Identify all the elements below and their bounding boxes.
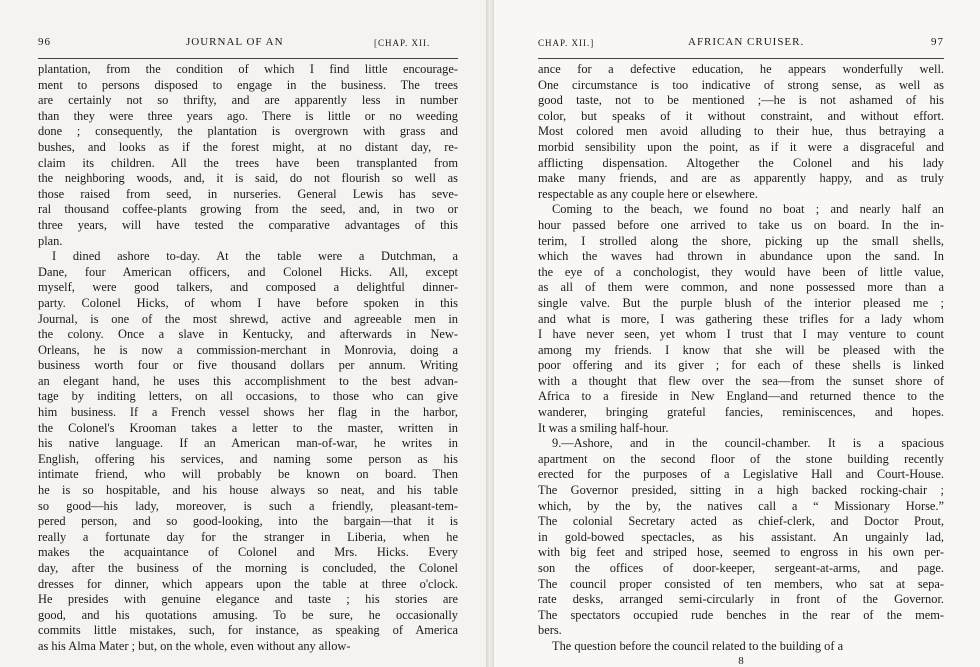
left-chapter-tag: [CHAP. XII. [374, 38, 431, 48]
right-header-rule [538, 58, 944, 59]
text-line: The colonial Secretary acted as chief-clerk, and Doctor Prout, [538, 514, 944, 529]
text-line: Coming to the beach, we found no boat ; and nearly half an [552, 202, 944, 217]
text-line: One circumstance is too indicative of strong sense, as well as [538, 77, 944, 92]
text-line: day, after the business of the morning is concluded, the Colonel [38, 561, 458, 575]
text-line: business worth four or five thousand dollars per annum. Writing [38, 358, 458, 373]
text-line: 9.—Ashore, and in the council-chamber. It is a spacious [552, 436, 944, 451]
text-line: are certainly not so thrifty, and are apparently less in number [38, 93, 458, 108]
text-line: three years, will have tested the comparative advantages of this [38, 217, 458, 232]
text-line: with a thought that flew over the sea—from the sunset shore of [538, 373, 944, 388]
text-line: he is so hospitable, and his house always so neat, and his table [38, 483, 458, 498]
text-line: his native language. If an American man-of-war, he writes in [38, 436, 458, 451]
text-line: with big feet and striped hose, seemed to engross in his own per- [538, 545, 944, 560]
text-line: rate desks, arranged semi-circularly in front of the Governor. [538, 592, 944, 607]
text-line: which, by the by, the natives call a “ Missionary Horse.” [538, 498, 944, 513]
text-line: pered person, and so good-looking, into the bargain—that it is [38, 514, 458, 529]
text-line: really a fortunate day for the stranger in Liberia, when he [38, 529, 458, 544]
left-running-title: JOURNAL OF AN [186, 36, 284, 48]
left-body-text [38, 62, 458, 655]
text-line: hour passed before one arrived to take us on board. In the in- [538, 217, 944, 232]
text-line: intimate friend, who will probably be known on board. Then [38, 467, 458, 482]
text-line: plantation, from the condition of which I find little encourage- [38, 62, 458, 76]
text-line: an elegant hand, he uses this accomplishment to the best advan- [38, 373, 458, 388]
text-line: Africa to a fireside in New England—and returned thence to the [538, 389, 944, 404]
text-line: tage by inditing letters, on all occasions, to those who can give [38, 389, 458, 404]
text-line: The spectators occupied rude benches in the rear of the mem- [538, 607, 944, 622]
right-running-title: AFRICAN CRUISER. [688, 36, 805, 48]
text-line: plan. [38, 233, 63, 248]
text-line: the eye of a conchologist, they would have been of little value, [538, 264, 944, 279]
text-line: ment to persons disposed to engage in the business. The trees [38, 77, 458, 92]
text-line: terim, I strolled along the shore, picking up the small shells, [538, 233, 944, 248]
text-line: I have never seen, yet whom I trust that I may venture to count [538, 327, 944, 342]
text-line: so good—his lady, moreover, is such a friendly, pleasant-tem- [38, 498, 458, 513]
text-line: The council proper consisted of ten members, who sat at sepa- [538, 576, 944, 591]
text-line: wanderer, bringing grateful fancies, reminiscences, and hopes. [538, 405, 944, 420]
text-line: It was a smiling half-hour. [538, 420, 669, 435]
text-line: Journal, is one of the most shrewd, active and agreeable men in [38, 311, 458, 326]
text-line: claim its children. All the trees have been transplanted from [38, 155, 458, 170]
book-gutter [486, 0, 494, 667]
text-line: him business. If a French vessel shows her flag in the harbor, [38, 405, 458, 420]
text-line: Most colored men avoid alluding to their hue, thus betraying a [538, 124, 944, 139]
text-line: done ; consequently, the plantation is overgrown with grass and [38, 124, 458, 139]
text-line: ral thousand coffee-plants growing from the seed, and, in two or [38, 202, 458, 217]
text-line: and what is more, I was gathering these trifles for a lady whom [538, 311, 944, 326]
text-line: as his Alma Mater ; but, on the whole, even without any allow- [38, 638, 351, 653]
left-page [0, 0, 486, 667]
right-page-number: 97 [931, 36, 944, 48]
text-line: I dined ashore to-day. At the table were a Dutchman, a [52, 249, 458, 264]
right-page [494, 0, 980, 667]
text-line: good, and his quotations amusing. To be sure, he occasionally [38, 607, 458, 622]
text-line: party. Colonel Hicks, of whom I have before spoken in this [38, 295, 458, 310]
text-line: respectable as any couple here or elsewhere. [538, 186, 758, 201]
text-line: English, offering his services, and naming some person as his [38, 451, 458, 466]
text-line: single valve. But the purple blush of the interior pleased me ; [538, 295, 944, 310]
text-line: which the waves had thrown in abundance upon the sand. In [538, 249, 944, 264]
text-line: myself, were good talkers, and composed a delightful dinner- [38, 280, 458, 295]
text-line: than they were three years ago. There is little or no weeding [38, 108, 458, 123]
text-line: erected for the purposes of a Legislative Hall and Court-House. [538, 467, 944, 482]
text-line: apartment on the second floor of the stone building recently [538, 451, 944, 466]
text-line: as all of them were common, and none possessed more than a [538, 280, 944, 295]
text-line: ance for a defective education, he appears wonderfully well. [538, 62, 944, 76]
text-line: good taste, not to be mentioned ;—he is not ashamed of his [538, 93, 944, 108]
left-page-number: 96 [38, 36, 51, 48]
text-line: the Colonel's Krooman takes a letter to the master, written in [38, 420, 458, 435]
text-line: those raised from seed, in nurseries. General Lewis has seve- [38, 186, 458, 201]
right-chapter-tag: CHAP. XII.] [538, 38, 595, 48]
text-line: the neighboring woods, and, it is said, do not flourish so well as [38, 171, 458, 186]
text-line: morbid sensibility upon the point, as if it were a disgraceful and [538, 139, 944, 154]
signature-mark: 8 [738, 654, 744, 667]
text-line: bushes, and looks as if the forest might, at no distant day, re- [38, 139, 458, 154]
text-line: color, but speaks of it without constraint, and without effort. [538, 108, 944, 123]
text-line: makes the acquaintance of Colonel and Mrs. Hicks. Every [38, 545, 458, 560]
right-body-text [538, 62, 944, 655]
text-line: dresses for dinner, which appears upon the table at three o'clock. [38, 576, 458, 591]
text-line: The question before the council related to the building of a [552, 638, 844, 653]
text-line: commits little mistakes, such, for instance, as speaking of America [38, 623, 458, 638]
text-line: The Governor presided, sitting in a high backed rocking-chair ; [538, 483, 944, 498]
text-line: He presides with genuine elegance and taste ; his stories are [38, 592, 458, 607]
text-line: Orleans, he is now a commission-merchant in Monrovia, doing a [38, 342, 458, 357]
right-running-head [538, 36, 944, 52]
text-line: in gold-bowed spectacles, as his assistant. An ungainly lad, [538, 529, 944, 544]
text-line: poor offering and its giver ; for each of these shells is linked [538, 358, 944, 373]
text-line: Dane, four American officers, and Colonel Hicks. All, except [38, 264, 458, 279]
left-running-head [38, 36, 458, 52]
text-line: make many friends, and are as apparently happy, and as truly [538, 171, 944, 186]
text-line: son the offices of door-keeper, sergeant-at-arms, and page. [538, 561, 944, 575]
left-header-rule [38, 58, 458, 59]
text-line: the colony. Once a slave in Kentucky, and afterwards in New- [38, 327, 458, 342]
text-line: afflicting dispensation. Altogether the Colonel and his lady [538, 155, 944, 170]
text-line: bers. [538, 623, 562, 638]
text-line: among my friends. I know that she will be pleased with the [538, 342, 944, 357]
